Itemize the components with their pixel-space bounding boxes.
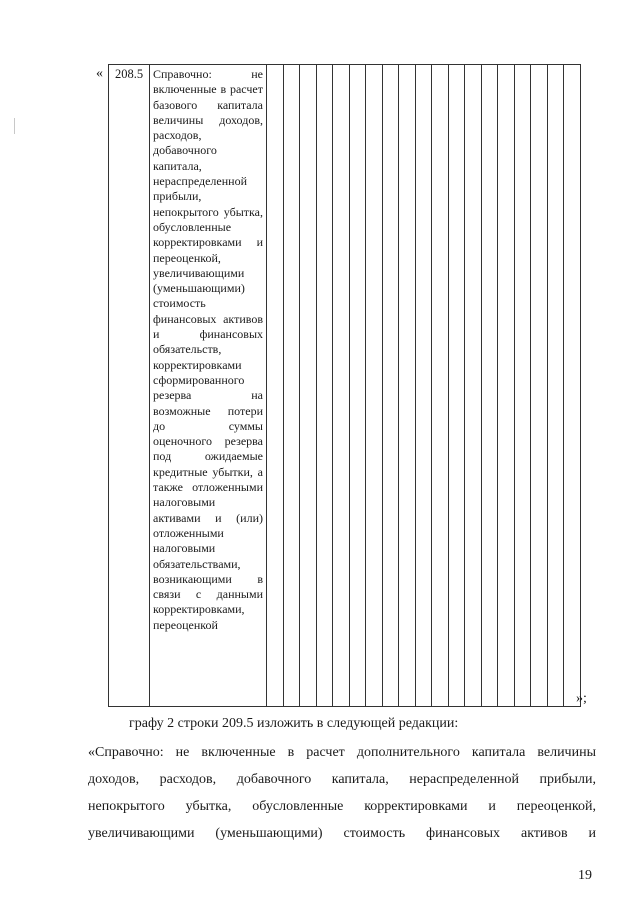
empty-cell [333, 65, 350, 707]
instruction-text: графу 2 строки 209.5 изложить в следующей редакции: [129, 716, 459, 731]
empty-cell [366, 65, 383, 707]
body-line-1: «Справочно: не включенные в расчет дополнительного капитала величины [88, 745, 596, 760]
page-number: 19 [578, 868, 592, 883]
empty-cell [415, 65, 432, 707]
empty-cell [465, 65, 482, 707]
empty-cell [564, 65, 581, 707]
empty-cell [316, 65, 333, 707]
closing-quote: »; [576, 691, 587, 706]
body-line-2: доходов, расходов, добавочного капитала, нераспределенной прибыли, [88, 772, 596, 787]
row-description-cell: Справочно: не включенные в расчет базового капитала величины доходов, расходов, добавочного капитала, нераспределенной прибыли, непокрытого убытка, обусловленные корректировками и переоценкой, увеличивающими (уменьшающими) стоимость финансовых активов и финансовых обязательств, корректировками сформированного резерва на возможные потери до суммы оценочного резерва под ожидаемые кредитные убытки, а также отложенными налоговыми активами и (или) отложенными налоговыми обязательствами, возникающими в связи с данными корректировками, переоценкой [150, 65, 267, 707]
row-number-cell: 208.5 [109, 65, 150, 707]
empty-cell [300, 65, 317, 707]
empty-cell [514, 65, 531, 707]
empty-cell [432, 65, 449, 707]
empty-cell [531, 65, 548, 707]
empty-cell [283, 65, 300, 707]
opening-quote: « [96, 66, 103, 81]
empty-cell [399, 65, 416, 707]
scan-artifact [14, 118, 15, 134]
empty-cell [349, 65, 366, 707]
amendment-table [108, 64, 581, 707]
empty-cell [267, 65, 284, 707]
body-line-3: непокрытого убытка, обусловленные корректировками и переоценкой, [88, 799, 596, 814]
empty-cell [498, 65, 515, 707]
empty-cell [382, 65, 399, 707]
empty-cell [547, 65, 564, 707]
empty-cell [481, 65, 498, 707]
empty-cell [448, 65, 465, 707]
table-row [109, 65, 581, 707]
body-line-4: увеличивающими (уменьшающими) стоимость финансовых активов и [88, 826, 596, 841]
